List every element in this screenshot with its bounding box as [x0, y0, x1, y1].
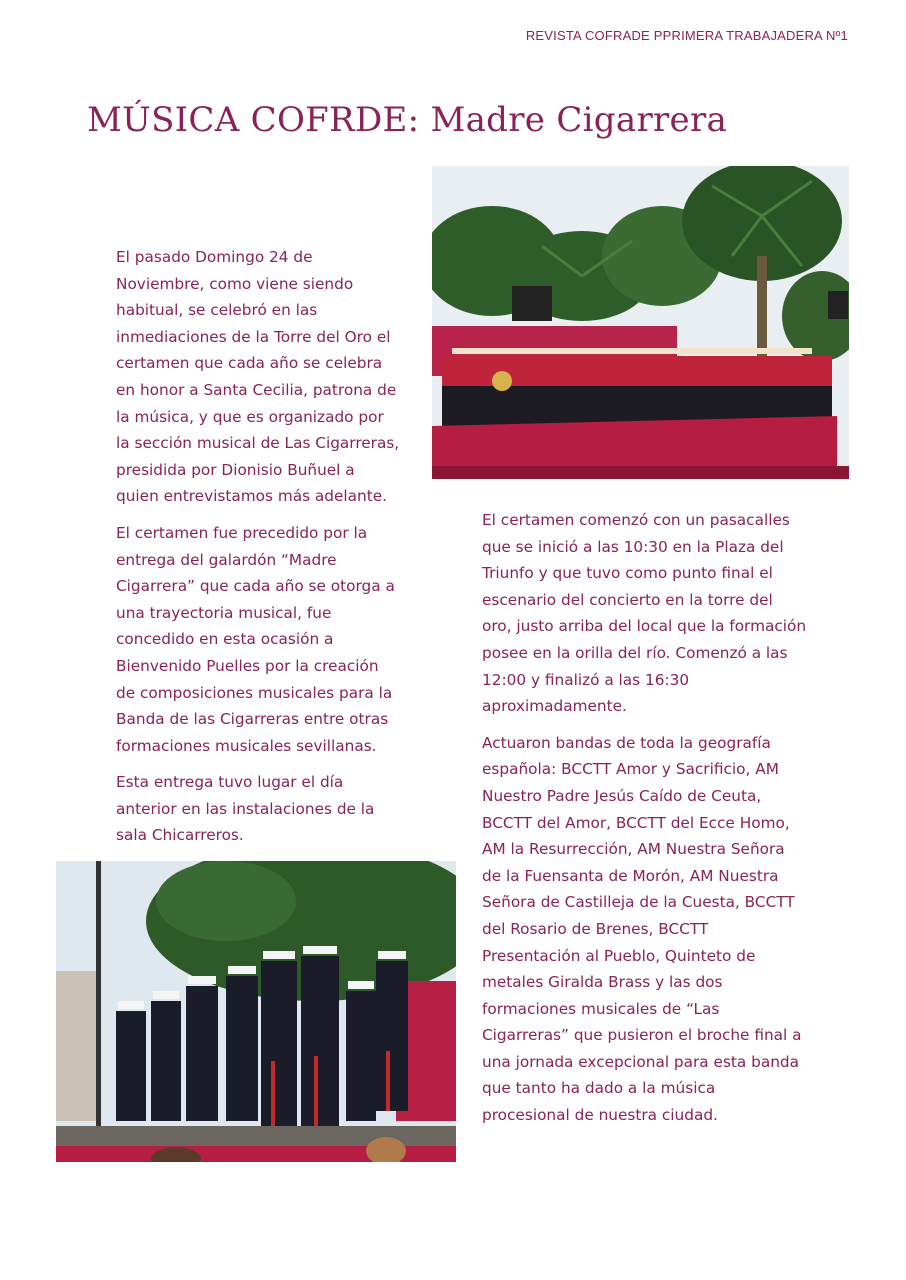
paragraph: El pasado Domingo 24 de Noviembre, como viene siendo habitual, se celebró en las inmediaciones de la Torre del Oro el certamen que cada año se celebra en honor a Santa Cecilia, patrona de la música, y que es organizado por la sección musical de Las Cigarreras, presidida por Dionisio Buñuel a quien entrevistamos más adelante.	[116, 248, 400, 506]
article-title: MÚSICA COFRDE: Madre Cigarrera	[87, 100, 728, 140]
paragraph: El certamen comenzó con un pasacalles que se inició a las 10:30 en la Plaza del Triunfo y que tuvo como punto final el escenario del concierto en la torre del oro, justo arriba del local que la formación posee en la orilla del río. Comenzó a las 12:00 y finalizó a las 16:30 aproximadamente.	[482, 511, 807, 716]
left-column	[116, 244, 401, 859]
band-stage-photo	[432, 166, 849, 479]
paragraph: El certamen fue precedido por la entrega del galardón “Madre Cigarrera” que cada año se otorga a una trayectoria musical, fue concedido en esta ocasión a Bienvenido Puelles por la creación de composiciones musicales para la Banda de las Cigarreras entre otras formaciones musicales sevillanas.	[116, 523, 395, 755]
magazine-header: REVISTA COFRADE PPRIMERA TRABAJADERA Nº1	[525, 28, 848, 43]
paragraph: Actuaron bandas de toda la geografía española: BCCTT Amor y Sacrificio, AM Nuestro Padre Jesús Caído de Ceuta, BCCTT del Amor, BCCTT del Ecce Homo, AM la Resurrección, AM Nuestra Señora de la Fuensanta de Morón, AM Nuestra Señora de Castilleja de la Cuesta, BCCTT del Rosario de Brenes, BCCTT Presentación al Pueblo, Quinteto de metales Giralda Brass y las dos formaciones musicales de “Las Cigarreras” que pusieron el broche final a una jornada excepcional para esta banda que tanto ha dado a la música procesional de nuestra ciudad.	[482, 733, 802, 1125]
right-column	[482, 507, 807, 1139]
band-members-photo	[56, 861, 456, 1162]
paragraph: Esta entrega tuvo lugar el día anterior en las instalaciones de la sala Chicarreros.	[116, 773, 375, 845]
